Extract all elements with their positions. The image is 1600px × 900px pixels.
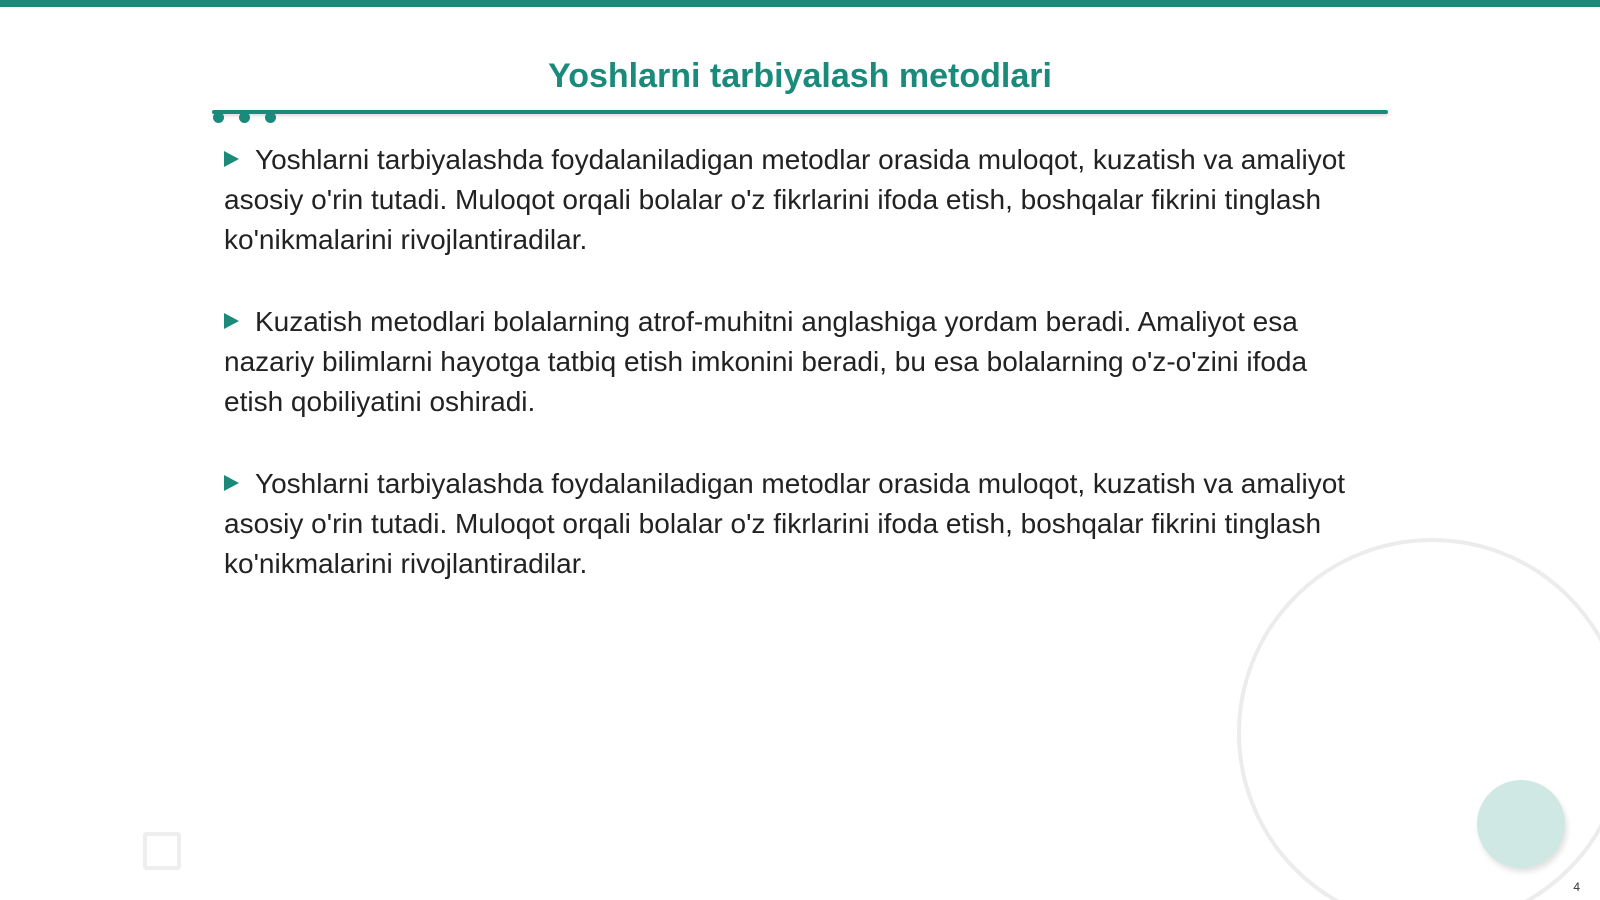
page-number: 4 [1573,880,1580,894]
underline-dot [265,112,276,123]
bullet-item [224,140,1364,260]
slide-title: Yoshlarni tarbiyalash metodlari [548,57,1052,95]
bullet-text: Yoshlarni tarbiyalashda foydalaniladigan metodlar orasida muloqot, kuzatish va amaliyot asosiy o'rin tutadi. Muloqot orqali bolalar o'z fikrlarini ifoda etish, boshqalar fikrini tinglash ko'nikmalarini rivojlantiradilar. [224,144,1346,255]
top-accent-bar [0,0,1600,7]
bullet-item [224,464,1364,584]
bullet-item [224,302,1364,422]
bullet-list [224,140,1364,626]
title-underline [212,110,1388,114]
triangle-right-icon [224,151,239,167]
triangle-right-icon [224,313,239,329]
decorative-square [143,832,181,870]
decorative-circle [1477,780,1565,868]
underline-dot [239,112,250,123]
bullet-text: Kuzatish metodlari bolalarning atrof-muhitni anglashiga yordam beradi. Amaliyot esa nazariy bilimlarni hayotga tatbiq etish imkonini beradi, bu esa bolalarning o'z-o'zini ifoda etish qobiliyatini oshiradi. [224,306,1308,417]
bullet-text: Yoshlarni tarbiyalashda foydalaniladigan metodlar orasida muloqot, kuzatish va amaliyot asosiy o'rin tutadi. Muloqot orqali bolalar o'z fikrlarini ifoda etish, boshqalar fikrini tinglash ko'nikmalarini rivojlantiradilar. [224,468,1346,579]
triangle-right-icon [224,475,239,491]
underline-dot [213,112,224,123]
